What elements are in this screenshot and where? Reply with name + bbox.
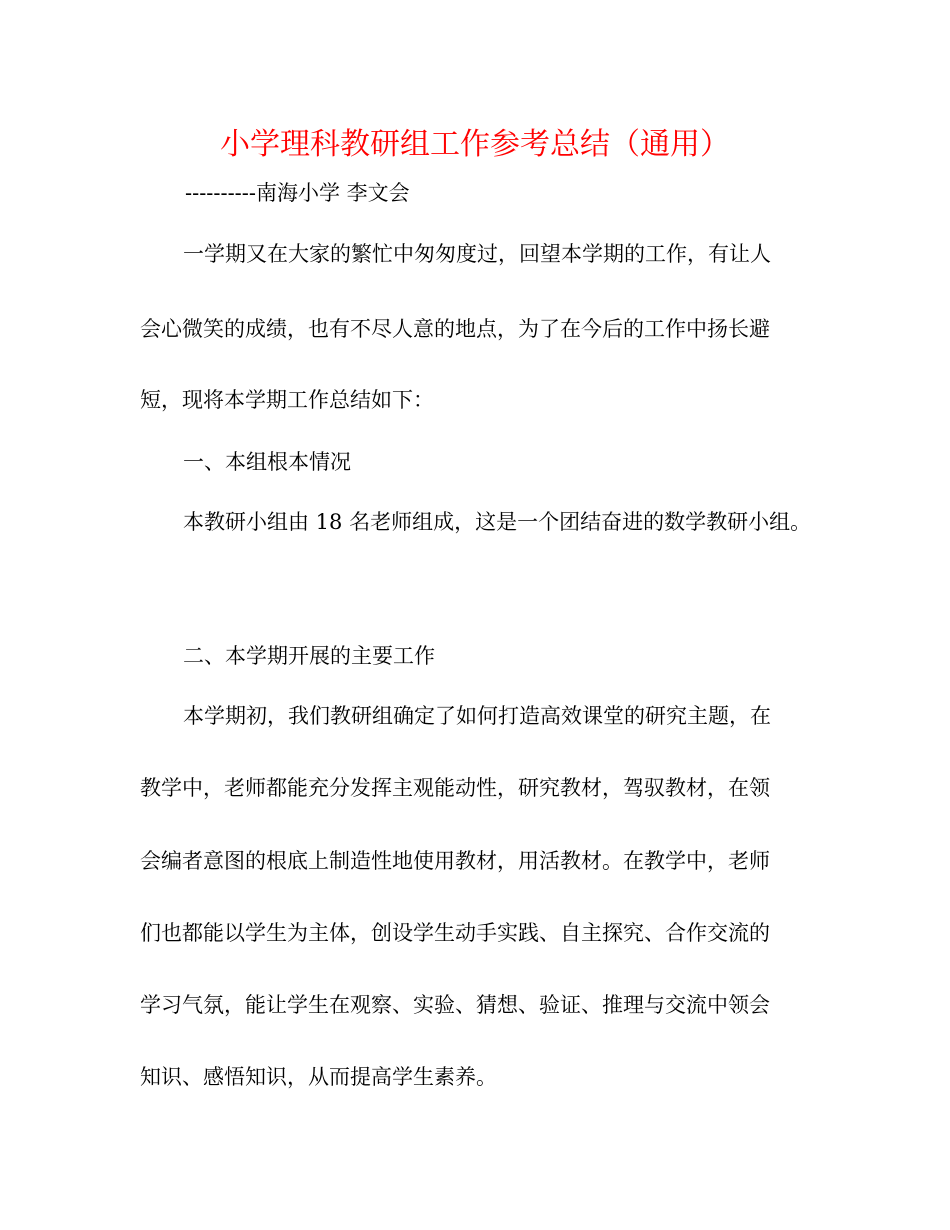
paragraph-line: 们也都能以学生为主体，创设学生动手实践、自主探究、合作交流的 <box>140 921 770 945</box>
paragraph-line: 教学中，老师都能充分发挥主观能动性，研究教材，驾驭教材，在领 <box>140 776 770 800</box>
section-heading: 一、本组根本情况 <box>183 450 351 474</box>
paragraph-line: 知识、感悟知识，从而提高学生素养。 <box>140 1065 497 1089</box>
document-title: 小学理科教研组工作参考总结（通用） <box>220 127 730 162</box>
section-heading: 二、本学期开展的主要工作 <box>183 644 435 668</box>
paragraph-line: 会心微笑的成绩，也有不尽人意的地点，为了在今后的工作中扬长避 <box>140 317 770 341</box>
paragraph-line: 一学期又在大家的繁忙中匆匆度过，回望本学期的工作，有让人 <box>183 242 771 266</box>
paragraph-line: 本学期初，我们教研组确定了如何打造高效课堂的研究主题，在 <box>183 704 771 728</box>
paragraph-line: 本教研小组由 18 名老师组成，这是一个团结奋进的数学教研小组。 <box>183 510 812 534</box>
paragraph-line: 会编者意图的根底上制造性地使用教材，用活教材。在教学中，老师 <box>140 849 770 873</box>
paragraph-line: 学习气氛，能让学生在观察、实验、猜想、验证、推理与交流中领会 <box>140 993 770 1017</box>
author-line: ----------南海小学 李文会 <box>185 181 410 205</box>
paragraph-line: 短，现将本学期工作总结如下： <box>140 388 434 412</box>
